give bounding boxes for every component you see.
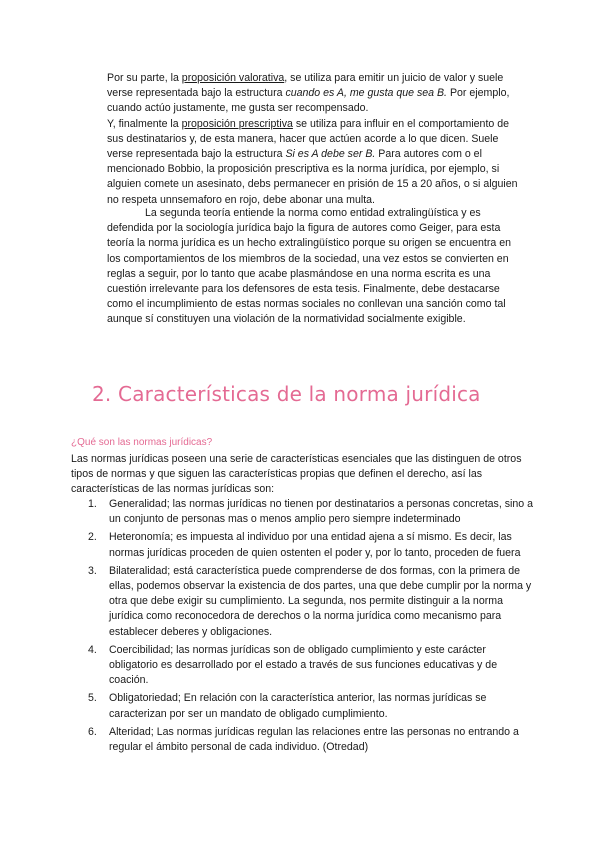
list-item xyxy=(71,725,536,755)
list-item-text: Bilateralidad; está característica puede comprenderse de dos formas, con la primera de ellas, podemos observar la existencia de dos partes, una que debe cumplir por la norma y otra que debe exigir su cumplimiento. La segunda, nos permite distinguir a la norma jurídica como reconocedora de derechos o la norma jurídica como mecanismo para establecer deberes y obligaciones. xyxy=(109,564,532,638)
text-run: Y, finalmente la xyxy=(107,117,182,130)
paragraph-second-theory xyxy=(107,206,527,328)
list-item xyxy=(71,497,536,527)
list-number: 2. xyxy=(88,531,97,544)
text-run: Para autores com o el mencionado Bobbio, la proposición prescriptiva es la norma jurídica, por ejemplo, si alguien comete un asesinato, debs permanecer en prisión de 15 a 20 años, o si alguien no respeta unnsemaforo en rojo, debe abonar una multa. xyxy=(107,148,518,206)
list-item-text: Heteronomía; es impuesta al individuo por una entidad ajena a sí mismo. Es decir, las normas jurídicas proceden de quien ostenten el poder y, por lo tanto, proceden de fuera xyxy=(109,531,521,559)
term-valorativa: proposición valorativa xyxy=(181,72,285,84)
list-item xyxy=(71,530,536,560)
list-item-text: Obligatoriedad; En relación con la característica anterior, las normas jurídicas se caracterizan por ser un mandato de obligado cumplimiento. xyxy=(109,692,487,720)
list-number: 4. xyxy=(88,643,97,656)
structure-valorativa: cuando es A, me gusta que sea B. xyxy=(285,87,447,100)
list-number: 3. xyxy=(88,564,97,577)
text-run: Por ejemplo, cuando actúo justamente, me gusta ser recompensado. xyxy=(107,87,510,115)
characteristics-list xyxy=(71,497,536,758)
list-item-text: Coercibilidad; las normas jurídicas son de obligado cumplimiento y este carácter obligatorio es desarrollado por el estado a través de sus funciones educativas y de coación. xyxy=(109,643,498,687)
text-run: se utiliza para influir en el comportamiento de sus destinatarios y, de esta manera, hacer que actúen acorde a lo que dicen. Suele verse representada bajo la estructura xyxy=(107,117,510,161)
subheading-question: ¿Qué son las normas jurídicas? xyxy=(71,437,213,448)
text-run: Por su parte, la xyxy=(107,72,182,84)
section-heading: 2. Características de la norma jurídica xyxy=(92,382,481,406)
paragraph-text: La segunda teoría entiende la norma como entidad extralingüística y es defendida por la sociología jurídica bajo la figura de autores como Geiger, para esta teoría la norma jurídica es un hecho extralingüístico porque su origen se encuentra en los comportamientos de los miembros de la sociedad, una vez estos se convierten en reglas a seguir, por lo tanto que acabe plasmándose en una norma escrita es una cuestión irrelevante para los defensores de esta tesis. Finalmente, debe destacarse como el incumplimiento de estas normas sociales no conllevan una sanción como tal aunque sí constituyen una violación de la normatividad socialmente exigible. xyxy=(107,207,511,326)
paragraph-propositions xyxy=(107,71,527,208)
list-item-text: Alteridad; Las normas jurídicas regulan las relaciones entre las personas no entrando a regular el ámbito personal de cada individuo. (Otredad) xyxy=(109,725,519,754)
list-number: 1. xyxy=(88,498,97,510)
list-item xyxy=(71,691,536,721)
list-number: 5. xyxy=(88,692,97,705)
term-prescriptiva: proposición prescriptiva xyxy=(181,117,293,130)
list-item-text: Generalidad; las normas jurídicas no tienen por destinatarios a personas concretas, sino a un conjunto de personas mas o menos amplio pero siempre indeterminado xyxy=(109,498,533,526)
list-item xyxy=(71,643,536,689)
list-item xyxy=(71,564,536,640)
list-number: 6. xyxy=(88,725,97,738)
text-run: , se utiliza para emitir un juicio de valor y suele verse representada bajo la estructura xyxy=(107,72,504,100)
intro-paragraph: Las normas jurídicas poseen una serie de características esenciales que las distinguen de otros tipos de normas y que siguen las características propias que definen el derecho, así las características de las normas jurídicas son: xyxy=(71,453,522,496)
structure-prescriptiva: Si es A debe ser B. xyxy=(285,148,376,161)
